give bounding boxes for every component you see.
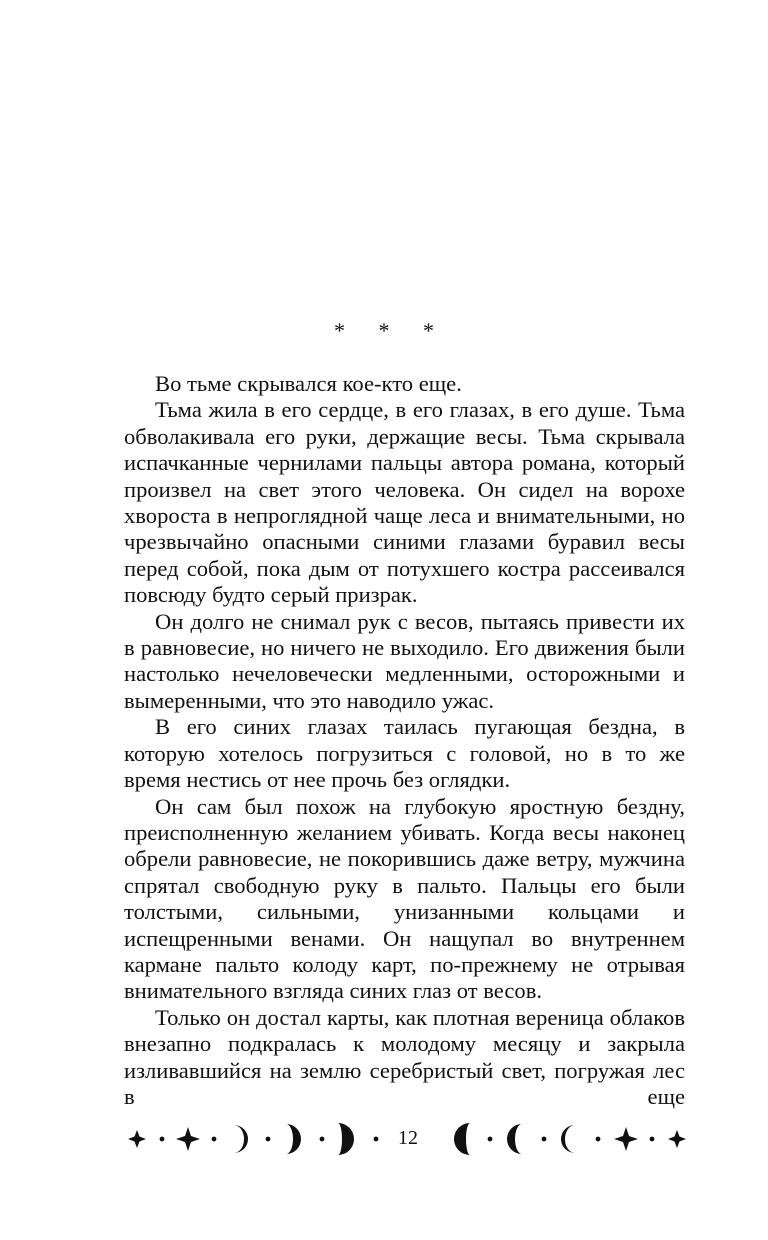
dot-icon (650, 1137, 655, 1142)
waxing-gibbous-icon (338, 1123, 354, 1155)
paragraph: В его синих глазах таилась пугающая бездна, в которую хотелось погрузиться с головой, но в то же время нестись от нее прочь без оглядки. (124, 714, 685, 793)
star-icon (614, 1127, 638, 1151)
dot-icon (488, 1137, 493, 1142)
dot-icon (160, 1137, 165, 1142)
waning-gibbous-icon (454, 1123, 470, 1155)
body-text (124, 371, 685, 1110)
dot-icon (374, 1137, 379, 1142)
page-number: 12 (398, 1127, 418, 1149)
waning-half-moon-icon (507, 1124, 522, 1154)
waning-crescent-icon (561, 1125, 575, 1153)
star-icon (128, 1130, 146, 1148)
paragraph: Тьма жила в его сердце, в его глазах, в его душе. Тьма обволакивала его руки, держащие весы. Тьма скрывала испачканные чернилами пальцы автора романа, который произвел на свет этого человека. Он сидел на ворохе хвороста в непроглядной чаще леса и внимательными, но чрезвычайно опасными синими глазами буравил весы перед собой, пока дым от потухшего костра рассеивался повсюду будто серый призрак. (124, 397, 685, 608)
waxing-half-moon-icon (286, 1124, 301, 1154)
dot-icon (596, 1137, 601, 1142)
paragraph: Только он достал карты, как плотная вереница облаков внезапно подкралась к молодому месяцу и закрыла изливавшийся на землю серебристый свет, погружая лес в еще (124, 1004, 685, 1109)
dot-icon (266, 1137, 271, 1142)
dot-icon (320, 1137, 325, 1142)
star-icon (668, 1130, 686, 1148)
paragraph: Во тьме скрывался кое-кто еще. (155, 371, 462, 396)
section-separator: * * * (334, 318, 448, 343)
paragraph: Он сам был похож на глубокую яростную бездну, преисполненную желанием убивать. Когда весы наконец обрели равновесие, не покорившись даже ветру, мужчина спрятал свободную руку в пальто. Пальцы его были толстыми, сильными, унизанными кольцами и испещренными венами. Он нащупал во внутреннем кармане пальто колоду карт, по-прежнему не отрывая внимательного взгляда синих глаз от весов. (124, 793, 685, 1004)
paragraph: Он долго не снимал рук с весов, пытаясь привести их в равновесие, но ничего не выходило. Его движения были настолько нечеловечески медленными, осторожными и вымеренными, что это наводило ужас. (124, 608, 685, 713)
dot-icon (212, 1137, 217, 1142)
dot-icon (542, 1137, 547, 1142)
star-icon (176, 1127, 200, 1151)
waxing-crescent-icon (234, 1125, 248, 1153)
